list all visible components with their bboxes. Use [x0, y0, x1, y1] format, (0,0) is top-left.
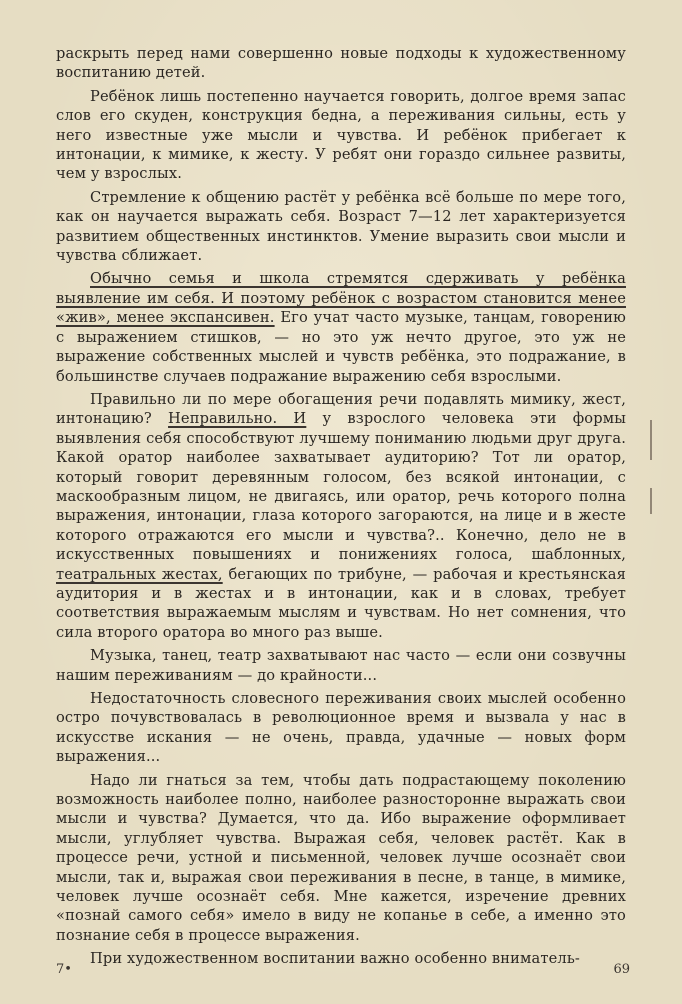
- text-run: Ребёнок лишь постепенно научается говорить, долгое время запас слов его скуден, конструкция бедна, а переживания сильны, есть у него известные уже мысли и чувства. И ребёнок прибегает к интонации, к мимике, к жесту. У ребят они гораздо сильнее развиты, чем у взрослых.: [56, 87, 626, 183]
- text-run: Его учат часто музыке, танцам, говорению с выражением стишков, — но это уж нечто другое, это уж не выражение собственных мыслей и чувств ребёнка, это подражание, в большинстве случаев подражание выражению себя взрослыми.: [56, 309, 626, 385]
- underlined-passage: театральных жестах,: [56, 565, 223, 583]
- underlined-passage: Неправильно. И: [168, 410, 307, 428]
- paragraph: [56, 646, 626, 685]
- paragraph: [56, 44, 626, 83]
- printer-signature-mark: 7•: [56, 962, 72, 977]
- text-run: Надо ли гнаться за тем, чтобы дать подрастающему поколению возможность наиболее полно, наиболее разносторонне выражать свои мысли и чувства? Думается, что да. Ибо выражение оформливает мысли, углубляет чувства. Выражая себя, человек растёт. Как в процессе речи, устной и письменной, человек лучше осознаёт свои мысли, так и, выражая свои переживания в песне, в танце, в мимике, человек лучше осознаёт себя. Мне кажется, изречение древних «познай самого себя» имело в виду не копанье в себе, а именно это познание себя в процессе выражения.: [56, 771, 626, 944]
- page-footer: [56, 962, 630, 982]
- body-text: [56, 44, 626, 969]
- text-run: Правильно ли по мере обогащения речи подавлять мимику, жест, интонацию?: [56, 390, 626, 428]
- text-run: раскрыть перед нами совершенно новые подходы к художественному воспитанию детей.: [56, 45, 626, 82]
- text-run: Музыка, танец, театр захватывают нас часто — если они созвучны нашим переживаниям — до крайности...: [56, 647, 626, 684]
- text-run: у взрослого человека эти формы выявления себя способствуют лучшему пониманию людьми друг друга. Какой оратор наиболее захватывает аудиторию? Тот ли оратор, который говорит деревянным голосом, без всякой интонации, с маскообразным лицом, не двигаясь, или оратор, речь которого полна выражения, интонации, глаза которого загораются, на лице и в жесте которого отражаются его мысли и чувства?.. Конечно, дело не в искусственных повышениях и понижениях голоса, шаблонных,: [56, 410, 627, 564]
- margin-pencil-mark: [650, 420, 652, 460]
- text-run: Стремление к общению растёт у ребёнка всё больше по мере того, как он научается выражать себя. Возраст 7—12 лет характеризуется развитием общественных инстинктов. Умение выразить свои мысли и чувства сближает.: [56, 188, 626, 265]
- paragraph: [56, 390, 626, 642]
- paragraph: [56, 188, 626, 266]
- paragraph: [56, 689, 626, 767]
- margin-pencil-mark: [650, 488, 652, 514]
- paragraph: [56, 771, 626, 946]
- text-run: бегающих по трибуне, — рабочая и крестьянская аудитория и в жестах и в интонации, как и в словах, требует соответствия выражаемым мыслям и чувствам. Но нет сомнения, что сила второго оратора во много раз выше.: [56, 565, 626, 641]
- paragraph: [56, 269, 626, 385]
- paragraph: [56, 87, 626, 184]
- page-number: 69: [613, 962, 630, 977]
- underlined-passage: Обычно семья и школа стремятся сдерживать у ребёнка выявление им себя. И поэтому ребёнок с возрастом становится менее «жив», менее экспансивен.: [56, 270, 626, 327]
- text-run: При художественном воспитании важно особенно вниматель-: [90, 950, 581, 968]
- text-run: Недостаточность словесного переживания своих мыслей особенно остро почувствовалась в революционное время и вызвала у нас в искусстве искания — не очень, правда, удачные — новых форм выражения...: [56, 690, 626, 766]
